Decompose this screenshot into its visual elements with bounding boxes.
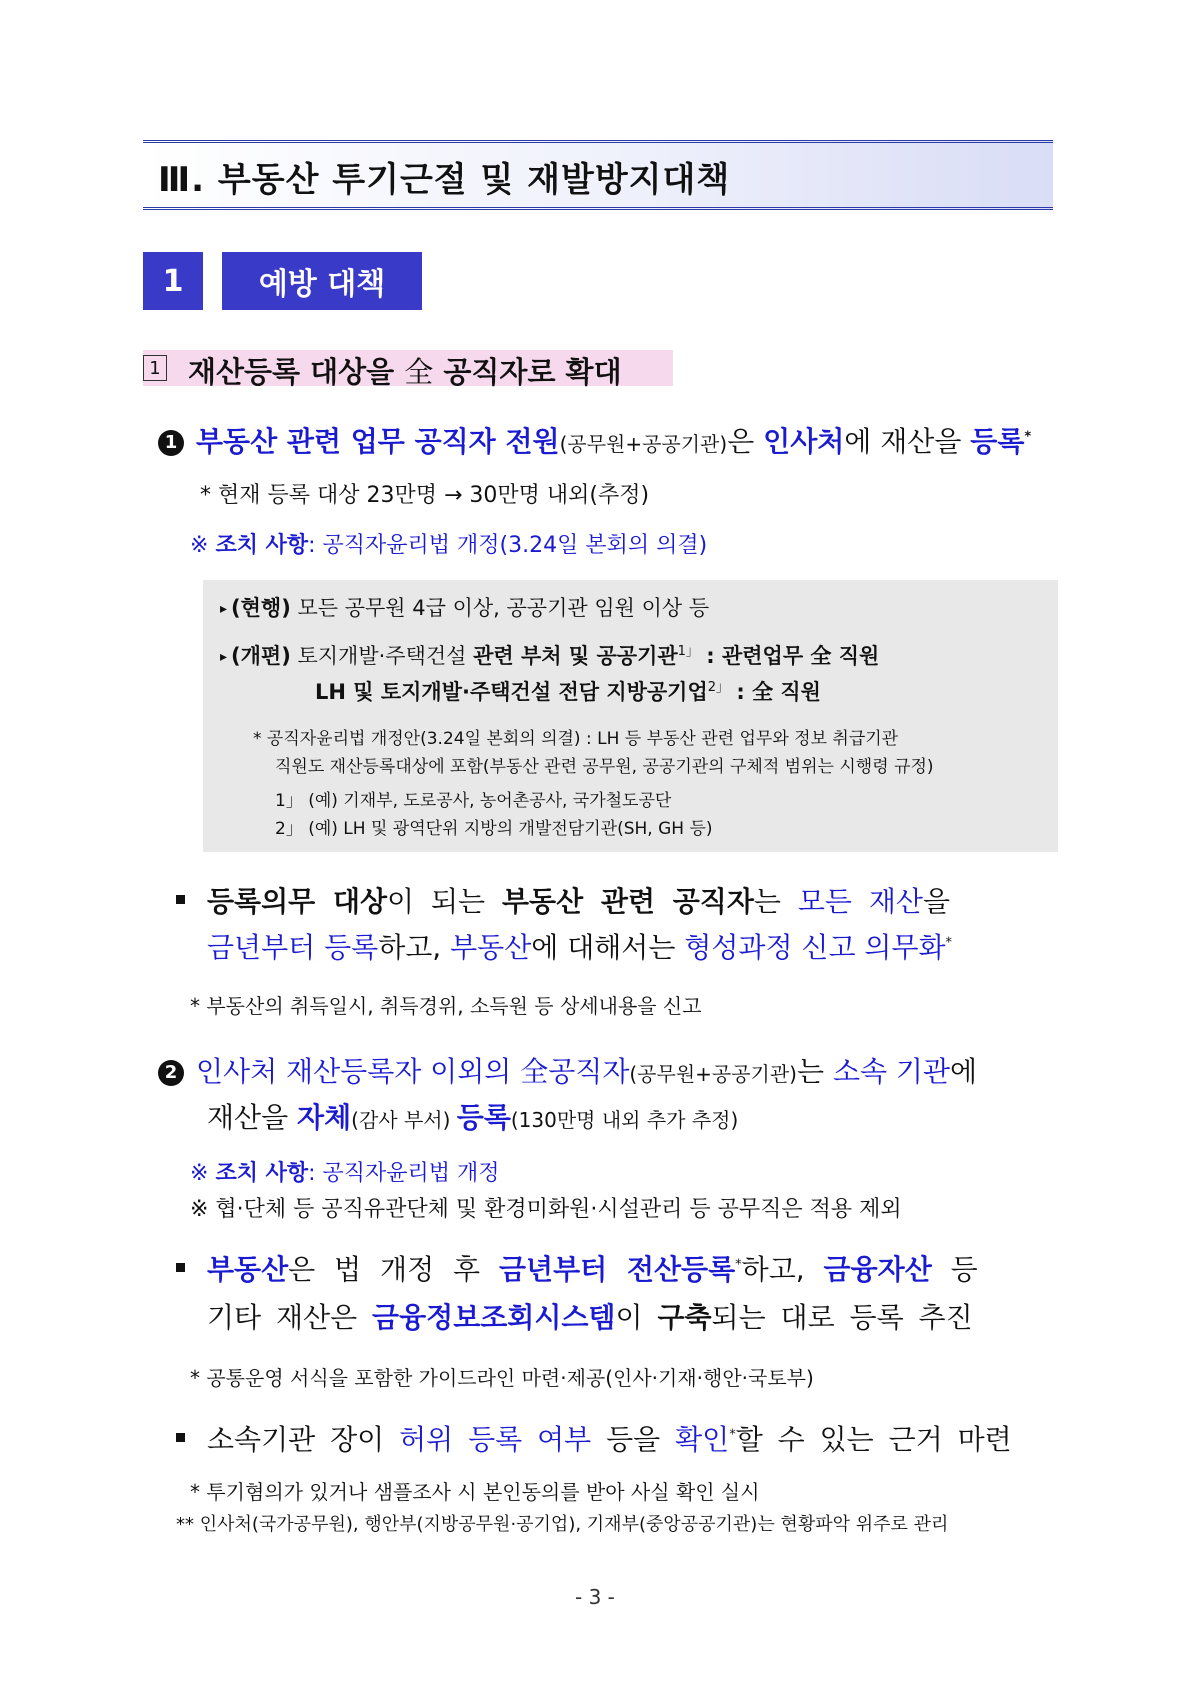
bullet1-note: * 부동산의 취득일시, 취득경위, 소득원 등 상세내용을 신고 (190, 994, 702, 1018)
subheading-title: 재산등록 대상을 全 공직자로 확대 (188, 355, 622, 389)
box-footnote-1: 1」 (예) 기재부, 도로공사, 농어촌공사, 국가철도공단 (275, 791, 672, 811)
item2-exclusion: ※ 협·단체 등 공직유관단체 및 환경미화원·시설관리 등 공무직은 적용 제외 (190, 1197, 902, 1222)
square-bullet-icon (176, 1263, 185, 1272)
item2-line1: 2 인사처 재산등록자 이외의 全공직자(공무원+공공기관)는 소속 기관에 (158, 1050, 977, 1090)
section-title-box: 예방 대책 (222, 252, 422, 310)
chapter-title: Ⅲ. 부동산 투기근절 및 재발방지대책 (158, 160, 731, 200)
bullet3-note-2: ** 인사처(국가공무원), 행안부(지방공무원·공기업), 기재부(중앙공공기관)는 현황파악 위주로 관리 (176, 1514, 949, 1535)
section-number-box: 1 (143, 252, 203, 310)
box-current-row: ▸ (현행) 모든 공무원 4급 이상, 공공기관 임원 이상 등 (220, 596, 710, 620)
item1-note: * 현재 등록 대상 23만명 → 30만명 내외(추정) (200, 483, 650, 508)
item1-number-icon: 1 (158, 430, 184, 456)
bullet2-line2: 기타 재산은 금융정보조회시스템이 구축되는 대로 등록 추진 (207, 1301, 973, 1334)
bullet2-note: * 공통운영 서식을 포함한 가이드라인 마련·제공(인사·기재·행안·국토부) (190, 1366, 814, 1390)
item2-measure: ※ 조치 사항: 공직자윤리법 개정 (190, 1161, 500, 1186)
box-note-1: * 공직자윤리법 개정안(3.24일 본회의 의결) : LH 등 부동산 관련 업무와 정보 취급기관 (253, 729, 899, 749)
triangle-bullet-icon: ▸ (220, 601, 228, 617)
box-note-2: 직원도 재산등록대상에 포함(부동산 관련 공무원, 공공기관의 구체적 범위는 시행령 규정) (275, 757, 934, 777)
item2-number-icon: 2 (158, 1060, 184, 1086)
box-reform-row2: LH 및 토지개발·주택건설 전담 지방공기업$^{2」}$ : 全 직원 (315, 680, 821, 704)
square-bullet-icon (176, 895, 185, 904)
bullet3-note-1: * 투기혐의가 있거나 샘플조사 시 본인동의를 받아 사실 확인 실시 (190, 1480, 760, 1504)
subheading-number-box: 1 (143, 355, 167, 381)
item2-line2: 재산을 자체(감사 부서) 등록(130만명 내외 추가 추정) (207, 1101, 739, 1134)
box-footnote-2: 2」 (예) LH 및 광역단위 지방의 개발전담기관(SH, GH 등) (275, 819, 713, 839)
bullet2-line1: 부동산은 법 개정 후 금년부터 전산등록*하고, 금융자산 등 (176, 1248, 978, 1288)
square-bullet-icon (176, 1433, 185, 1442)
page-number: - 3 - (575, 1585, 615, 1609)
triangle-bullet-icon: ▸ (220, 649, 228, 665)
bullet3-line: 소속기관 장이 허위 등록 여부 등을 확인*할 수 있는 근거 마련 (176, 1418, 1012, 1458)
bullet1-line2: 금년부터 등록하고, 부동산에 대해서는 형성과정 신고 의무화* (207, 931, 953, 964)
item1-heading: 1 부동산 관련 업무 공직자 전원(공무원+공공기관)은 인사처에 재산을 등록* (158, 420, 1031, 460)
bullet1-line1: 등록의무 대상이 되는 부동산 관련 공직자는 모든 재산을 (176, 880, 950, 920)
box-reform-row: ▸ (개편) 토지개발·주택건설 관련 부처 및 공공기관$^{1」}$ : 관련업무 全 직원 (220, 644, 880, 668)
item1-measure: ※ 조치 사항: 공직자윤리법 개정(3.24일 본회의 의결) (190, 533, 708, 558)
